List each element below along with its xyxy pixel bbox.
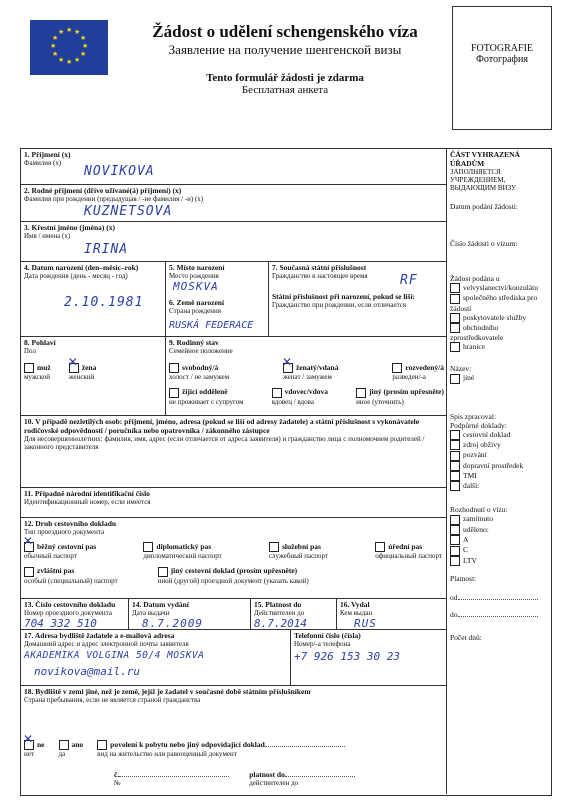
svg-text:★: ★ [80, 34, 87, 42]
status-widow[interactable]: vdovec/vdova вдовец / вдова [271, 387, 328, 406]
svg-text:★: ★ [66, 26, 73, 34]
svg-text:★: ★ [80, 50, 87, 58]
field-7-label: 7. Současná státní příslušnost [272, 263, 367, 272]
field-2-label: 2. Rodné příjmení (dříve užívané(á) příjmení) (x) [24, 186, 182, 195]
free-cz: Tento formulář žádosti je zdarma [206, 72, 364, 84]
field-2-sub: Фамилия при рождении (предыдущая / -ие фамилия / -и) (x) [24, 195, 204, 203]
field-4-value: 2.10.1981 [64, 295, 144, 310]
eu-flag [30, 20, 108, 75]
field-birth-surname[interactable] [24, 186, 444, 219]
field-residence[interactable]: 18. Bydliště v zemi jiné, než je země, jejíž je žadatel v současné době státním příslušníkem Страна пребывания, если не является страной гражданства ✕ne нет ano да povolení k pobytu nebo jiný odpovídající doklad вид на жительство или равноценный документ č. № platnost do действителен до [24, 687, 442, 787]
field-phone[interactable]: Telefonní číslo (čísla) Номер/-а телефона +7 926 153 30 23 [294, 631, 444, 663]
field-7-sub2: Гражданство при рождении, если отличается [272, 301, 407, 309]
separated-checkbox[interactable] [169, 388, 179, 398]
field-6-value: RUSKÁ FEDERACE [169, 320, 254, 331]
doc-service[interactable]: služební pas служебный паспорт [268, 542, 328, 561]
other-status-checkbox[interactable] [356, 388, 366, 398]
sex-female-option[interactable]: ✕žena женский [69, 363, 97, 381]
photo-label-ru: Фотография [476, 54, 528, 65]
field-1-sub: Фамилия (x) [24, 159, 62, 167]
side-submit-intermediary[interactable]: obchodního zprostředkovatele [450, 322, 504, 343]
field-3-label: 3. Křestní jméno (jména) (x) [24, 223, 116, 232]
photo-label-cz: FOTOGRAFIE [470, 43, 534, 54]
side-doc-tmi[interactable]: TMI [450, 471, 548, 481]
field-1-label: 1. Příjmení (x) [24, 150, 71, 159]
doc-official[interactable]: úřední pas официальный паспорт [375, 542, 442, 561]
field-issue-date[interactable]: 14. Datum vydání Дата выдачи 8.7.2009 [132, 600, 248, 630]
field-national-id[interactable] [24, 489, 442, 506]
field-13-value: 704 332 510 [24, 617, 97, 630]
field-place-of-birth[interactable] [169, 263, 266, 293]
field-guardian[interactable] [24, 417, 442, 451]
widow-checkbox[interactable] [272, 388, 282, 398]
side-submitted-list [450, 283, 548, 352]
field-sex[interactable] [24, 338, 164, 381]
field-country-of-birth[interactable] [169, 298, 266, 331]
residence-permit[interactable]: povolení k pobytu nebo jiný odpovídající doklad вид на жительство или равноценный документ [97, 740, 345, 758]
field-11-label: 11. Případně národní identifikační číslo [24, 489, 150, 498]
field-9-sub: Семейное положение [169, 347, 233, 355]
svg-text:★: ★ [58, 28, 65, 36]
field-5-sub: Место рождения [169, 272, 219, 280]
field-5-label: 5. Místo narození [169, 263, 225, 272]
field-7-label2: Státní příslušnost při narození, pokud se liší: [272, 292, 416, 301]
official-checkbox[interactable] [375, 542, 385, 552]
svg-text:★: ★ [58, 56, 65, 64]
field-6-sub: Страна рождения [169, 307, 221, 315]
diplomatic-checkbox[interactable] [143, 542, 153, 552]
field-17-phone: +7 926 153 30 23 [294, 650, 400, 663]
side-doc-other[interactable]: další: [450, 481, 548, 491]
residence-yes[interactable]: ano да [58, 740, 84, 759]
field-12-label: 12. Druh cestovního dokladu [24, 519, 117, 528]
field-8-sub: Пол [24, 347, 36, 355]
other-doc-checkbox[interactable] [158, 567, 168, 577]
side-dec-a[interactable]: A [450, 535, 548, 545]
field-7-sub: Гражданство в настоящее время [272, 272, 368, 280]
side-submit-embassy[interactable]: velvyslanectví/konzulátu [450, 283, 548, 293]
status-separated[interactable]: žijící odděleně не проживает с супругом [169, 387, 244, 406]
doc-other[interactable]: jiný cestovní doklad (prosím upřesněte) иной (другой) проездной документ (указать какой) [157, 566, 309, 585]
field-first-name[interactable] [24, 223, 444, 257]
field-surname[interactable] [24, 150, 444, 179]
residence-no[interactable]: ✕ne нет [24, 740, 45, 758]
field-issued-by[interactable]: 16. Vydal Кем выдан RUS [340, 600, 444, 630]
side-doc-means[interactable]: zdroj obživy [450, 440, 548, 450]
side-doc-transport[interactable]: dopravní prostředek [450, 461, 548, 471]
service-checkbox[interactable] [269, 542, 279, 552]
free-ru: Бесплатная анкета [241, 84, 329, 96]
sex-male-option[interactable]: muž мужской [24, 363, 51, 382]
field-4-sub: Дата рождения (день - месяц - год) [24, 272, 128, 280]
field-9-label: 9. Rodinný stav [169, 338, 219, 347]
field-2-value: KUZNETSOVA [84, 204, 173, 219]
married-checkbox[interactable] [283, 363, 293, 373]
field-4-label: 4. Datum narození (den–měsíc–rok) [24, 263, 139, 272]
field-nationality[interactable] [272, 263, 444, 309]
special-checkbox[interactable] [24, 567, 34, 577]
status-single[interactable]: svobodný/á холост / не замужем [169, 363, 230, 382]
side-dec-ltv[interactable]: LTV [450, 556, 548, 566]
field-11-sub: Идентификационный номер, если имеется [24, 498, 151, 506]
field-valid-until[interactable]: 15. Platnost do Действителен до 8.7.2014 [254, 600, 334, 630]
permit-checkbox[interactable] [97, 740, 107, 750]
divorced-checkbox[interactable] [392, 363, 402, 373]
field-17-value: AKADEMIKA VOLGINA 50/4 MOSKVA [24, 650, 205, 661]
female-checkbox[interactable] [69, 363, 79, 373]
svg-text:★: ★ [66, 58, 73, 66]
residence-yes-checkbox[interactable] [59, 740, 69, 750]
side-submit-border[interactable]: hranice [450, 342, 548, 352]
svg-text:★: ★ [74, 28, 81, 36]
side-doc-invitation[interactable]: pozvání [450, 450, 548, 460]
field-travel-doc-type[interactable] [24, 519, 442, 585]
svg-text:★: ★ [52, 50, 59, 58]
side-submit-center[interactable]: společného střediska pro žádosti [450, 293, 538, 313]
field-10-label: 10. V případě nezletilých osob: příjmení, jméno, adresa (pokud se liší od adresy žadatele) a státní příslušnost s vykonávatele rodičovské odpovědnosti / poručníka nebo opatrovníka / zákonného zástupce [24, 417, 420, 435]
side-dec-refused[interactable]: zamítnuto [450, 514, 548, 524]
doc-special[interactable]: zvláštní pas особый (специальный) паспорт [24, 566, 118, 585]
ordinary-checkbox[interactable] [24, 542, 34, 552]
form-title [120, 22, 450, 96]
male-checkbox[interactable] [24, 363, 34, 373]
eu-stars-icon [30, 20, 108, 75]
field-7-value: RF [400, 273, 418, 288]
field-6-label: 6. Země narození [169, 298, 225, 307]
side-dec-c[interactable]: C [450, 545, 548, 555]
side-title: ČÁST VYHRAZENÁ ÚŘADŮM [450, 150, 520, 168]
doc-diplomatic[interactable]: diplomatický pas дипломатический паспорт [143, 542, 222, 561]
title-cz: Žádost o udělení schengenského víza [152, 22, 418, 41]
svg-text:★: ★ [50, 42, 57, 50]
photo-box [452, 6, 552, 130]
field-5-value: MOSKVA [173, 280, 219, 293]
field-8-label: 8. Pohlaví [24, 338, 56, 347]
side-other[interactable]: jiné [450, 373, 548, 383]
svg-text:★: ★ [52, 34, 59, 42]
field-1-value: NOVIKOVA [84, 164, 155, 179]
field-civil-status[interactable] [169, 338, 444, 406]
field-15-value: 8.7.2014 [254, 617, 307, 630]
title-ru: Заявление на получение шенгенской визы [168, 42, 402, 57]
doc-ordinary[interactable]: ✕běžný cestovní pas обычный паспорт [24, 542, 96, 560]
field-doc-number[interactable]: 13. Číslo cestovního dokladu Номер проездного документа 704 332 510 [24, 600, 126, 630]
field-16-value: RUS [354, 617, 377, 630]
field-14-value: 8.7.2009 [142, 617, 203, 630]
field-3-value: IRINA [84, 242, 129, 257]
svg-text:★: ★ [74, 56, 81, 64]
side-dec-issued[interactable]: uděleno: [450, 525, 548, 535]
status-other[interactable]: jiný (prosím upřesněte) иное (уточнить) [356, 387, 444, 406]
side-doc-travel[interactable]: cestovní doklad [450, 430, 548, 440]
status-divorced[interactable]: rozvedený/á разведен/-а [392, 363, 444, 382]
field-address[interactable]: 17. Adresa bydliště žadatele a e-mailová adresa Домашний адрес и адрес электронной почты заявителя AKADEMIKA VOLGINA 50/4 MOSKVA novikova@mail.ru [24, 631, 288, 678]
single-checkbox[interactable] [169, 363, 179, 373]
official-use-panel: ČÁST VYHRAZENÁ ÚŘADŮM ЗАПОЛНЯЕТСЯ УЧРЕЖДЕНИЕМ, ВЫДАЮЩИМ ВИЗУ Datum podání žádosti: Číslo žádosti o vízum: Žádost podána u velvyslanectví/konzulátu společného střediska pro žádosti poskytovatele služby obchodního zprostředkovatele hranice Název: jiné Spis zpracoval: Podpůrné doklady: cestovní doklad zdroj obživy pozvání dopravní prostředek TMI další: Rozhodnutí o vízu: zamítnuto uděleno: A C LTV Platnost: od do Počet dnů: [450, 150, 548, 642]
status-married[interactable]: ✕ženatý/vdaná женат / замужем [283, 363, 339, 381]
field-12-sub: Тип проездного документа [24, 528, 105, 536]
field-3-sub: Имя / имена (x) [24, 232, 71, 240]
side-submit-provider[interactable]: poskytovatele služby [450, 313, 548, 323]
residence-no-checkbox[interactable] [24, 740, 34, 750]
svg-text:★: ★ [82, 42, 89, 50]
field-10-sub: Для несовершеннолетних: фамилия, имя, адрес (если отличается от адреса заявителя) и гражданство лица с полномочием родителей / законного представителя [24, 435, 425, 451]
field-dob[interactable] [24, 263, 164, 310]
field-17-email: novikova@mail.ru [34, 665, 140, 678]
